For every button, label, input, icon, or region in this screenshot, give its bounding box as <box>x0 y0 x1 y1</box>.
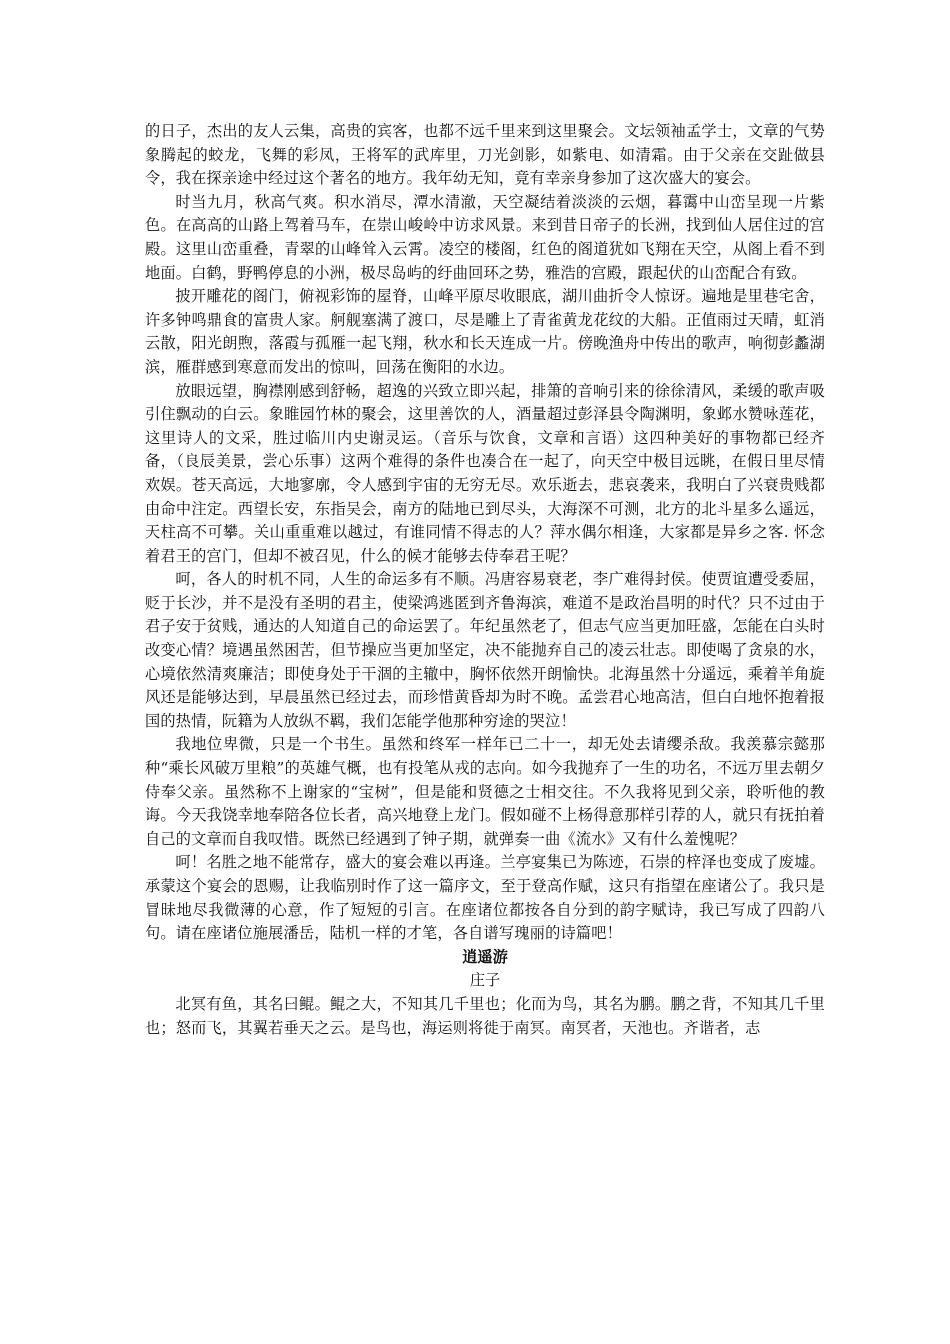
paragraph-1: 的日子，杰出的友人云集，高贵的宾客，也都不远千里来到这里聚会。文坛领袖孟学士，文章的气势象腾起的蛟龙，飞舞的彩凤，王将军的武库里，刀光剑影，如紫电、如清霜。由于父亲在交趾做县令，我在探亲途中经过这个著名的地方。我年幼无知，竟有幸亲身参加了这次盛大的宴会。 <box>145 122 825 188</box>
paragraph-6: 我地位卑微，只是一个书生。虽然和终军一样年已二十一，却无处去请缨杀敌。我羡慕宗懿那种“乘长风破万里粮”的英雄气概，也有投笔从戎的志向。如今我抛弃了一生的功名，不远万里去朝夕侍奉父亲。虽然称不上谢家的“宝树”，但是能和贤德之士相交往。不久我将见到父亲，聆听他的教诲。今天我饶幸地奉陪各位长者，高兴地登上龙门。假如碰不上杨得意那样引荐的人，就只有抚拍着自己的文章而自我叹惜。既然已经遇到了钟子期，就弹奏一曲《流水》又有什么羞愧呢？ <box>145 735 825 848</box>
document-page <box>145 120 825 1040</box>
paragraph-5: 呵，各人的时机不同，人生的命运多有不顺。冯唐容易衰老，李广难得封侯。使贾谊遭受委屈，贬于长沙，并不是没有圣明的君主，使梁鸿逃匿到齐鲁海滨，难道不是政治昌明的时代？只不过由于君子安于贫贱，通达的人知道自己的命运罢了。年纪虽然老了，但志气应当更加旺盛，怎能在白头时改变心情？境遇虽然困苦，但节操应当更加坚定，决不能抛弃自己的凌云壮志。即使喝了贪泉的水，心境依然清爽廉洁；即使身处于干涸的主辙中，胸怀依然开朗愉快。北海虽然十分遥远，乘着羊角旋风还是能够达到，早晨虽然已经过去，而珍惜黄昏却为时不晚。孟尝君心地高洁，但白白地怀抱着报国的热情，阮籍为人放纵不羁，我们怎能学他那种穷途的哭泣！ <box>145 570 825 730</box>
paragraph-2: 时当九月，秋高气爽。积水消尽，潭水清澈，天空凝结着淡淡的云烟，暮霭中山峦呈现一片紫色。在高高的山路上驾着马车，在崇山峻岭中访求风景。来到昔日帝子的长洲，找到仙人居住过的宫殿。这里山峦重叠，青翠的山峰耸入云霄。凌空的楼阁，红色的阁道犹如飞翔在天空，从阁上看不到地面。白鹤，野鸭停息的小洲，极尽岛屿的纡曲回环之势，雅浩的宫殿，跟起伏的山峦配合有致。 <box>145 192 825 282</box>
section-paragraph: 北冥有鱼，其名曰鲲。鲲之大，不知其几千里也；化而为鸟，其名为鹏。鹏之背，不知其几千里也；怒而飞，其翼若垂天之云。是鸟也，海运则将徙于南冥。南冥者，天池也。齐谐者，志 <box>145 994 825 1037</box>
paragraph-3: 披开雕花的阁门，俯视彩饰的屋脊，山峰平原尽收眼底，湖川曲折令人惊讶。遍地是里巷宅舍，许多钟鸣鼎食的富贵人家。舸舰塞满了渡口，尽是雕上了青雀黄龙花纹的大船。正值雨过天晴，虹消云散，阳光朗煦，落霞与孤雁一起飞翔，秋水和长天连成一片。傍晚渔舟中传出的歌声，响彻彭蠡湖滨，雁群感到寒意而发出的惊叫，回荡在衡阳的水边。 <box>145 287 825 376</box>
section-author: 庄子 <box>469 971 501 990</box>
paragraph-7: 呵！名胜之地不能常存，盛大的宴会难以再逢。兰亭宴集已为陈迹，石崇的梓泽也变成了废墟。承蒙这个宴会的恩赐，让我临别时作了这一篇序文，至于登高作赋，这只有指望在座诸公了。我只是冒昧地尽我微薄的心意，作了短短的引言。在座诸位都按各自分到的韵字赋诗，我已写成了四韵八句。请在座诸位施展潘岳，陆机一样的才笔，各自谱写瑰丽的诗篇吧！ <box>145 853 825 943</box>
section-title: 逍遥游 <box>462 947 508 966</box>
paragraph-4: 放眼远望，胸襟刚感到舒畅，超逸的兴致立即兴起，排箫的音响引来的徐徐清风，柔缓的歌声吸引住飘动的白云。象睢园竹林的聚会，这里善饮的人，酒量超过彭泽县令陶渊明，象邺水赞咏莲花，这里诗人的文采，胜过临川内史谢灵运。（音乐与饮食，文章和言语）这四种美好的事物都已经齐备，（良辰美景，尝心乐事）这两个难得的条件也凑合在一起了，向天空中极目远眺，在假日里尽情欢娱。苍天高远，大地寥廓，令人感到宇宙的无穷无尽。欢乐逝去，悲哀袭来，我明白了兴衰贵贱都由命中注定。西望长安，东指吴会，南方的陆地已到尽头，大海深不可测，北方的北斗星多么遥远，天柱高不可攀。关山重重难以越过，有谁同情不得志的人？萍水偶尔相逢，大家都是异乡之客. 怀念着君王的宫门，但却不被召见，什么的候才能够去侍奉君王呢？ <box>145 381 825 565</box>
